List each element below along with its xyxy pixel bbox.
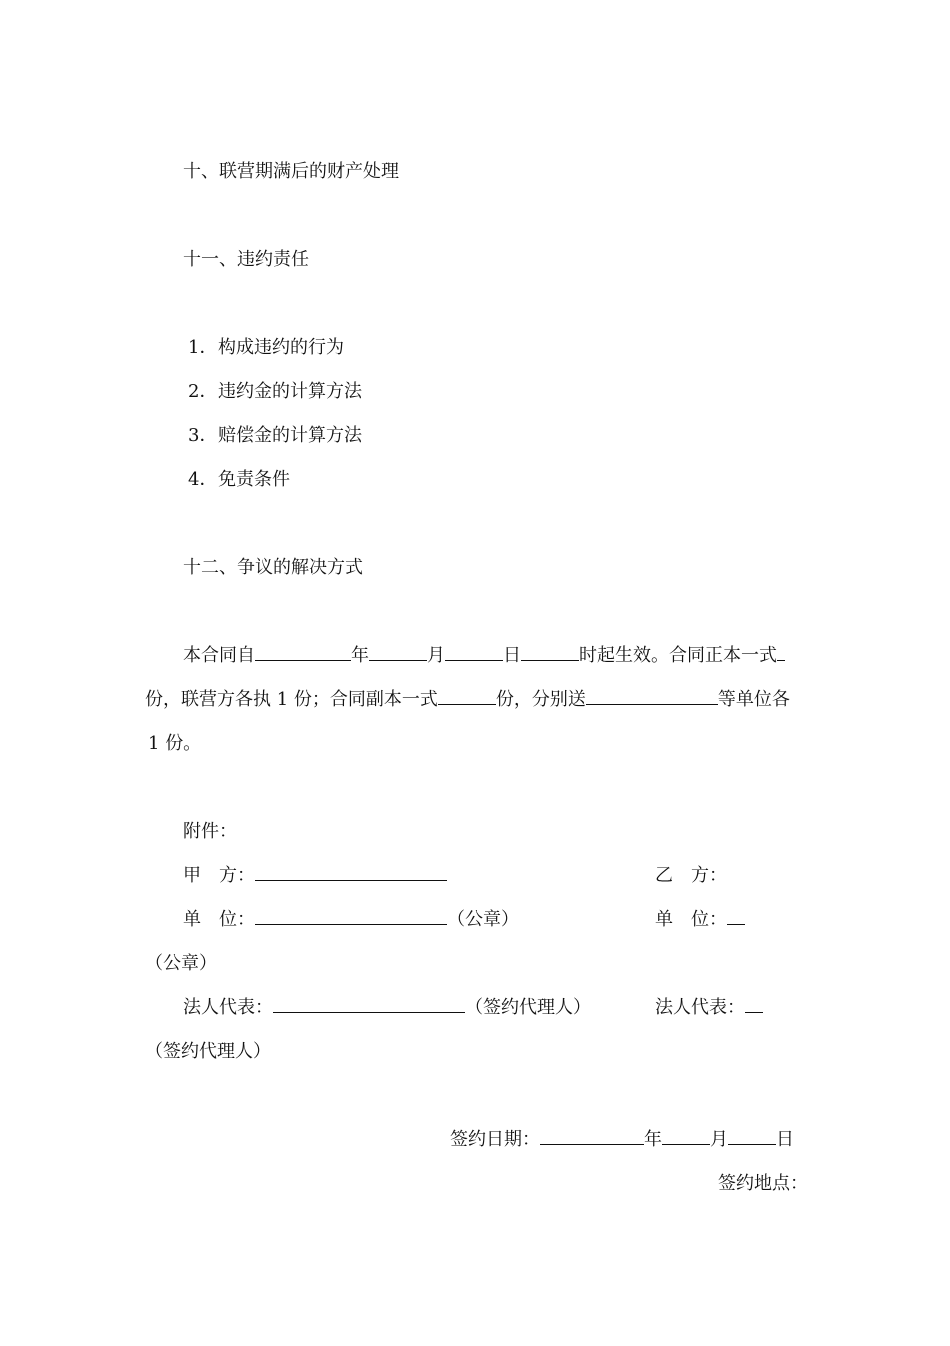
effect-line-2 xyxy=(145,688,790,712)
effect-text: 本合同自 xyxy=(183,645,255,666)
effect-line-1 xyxy=(183,644,785,668)
list-item xyxy=(188,336,344,360)
day-label: 日 xyxy=(503,645,521,666)
attachment-label: 附件： xyxy=(183,821,237,842)
list-item-number: 1． xyxy=(188,337,218,358)
effect-text: 等单位各 xyxy=(717,689,790,710)
blank-field[interactable] xyxy=(445,644,503,661)
effect-text: 时起生效。合同正本一式 xyxy=(579,645,777,666)
effect-text: 份；合同副本一式 xyxy=(293,689,438,710)
effect-text: 份，分别送 xyxy=(495,689,586,710)
effect-text: 份，联营方各执 xyxy=(145,689,271,710)
list-item-text: 构成违约的行为 xyxy=(218,337,344,358)
signing-year-field[interactable] xyxy=(540,1128,644,1145)
party-b-unit-label: 单 位： xyxy=(655,909,727,930)
effect-number: 1 xyxy=(148,733,160,754)
list-item-text: 免责条件 xyxy=(218,469,290,490)
party-a-seal-note: （公章） xyxy=(447,909,519,930)
party-a-label: 甲 方： xyxy=(183,865,255,886)
signing-month-label: 月 xyxy=(710,1129,728,1150)
party-b-rep-field[interactable] xyxy=(745,996,763,1013)
party-b-unit-line xyxy=(655,908,745,932)
party-b-agent-note: （签约代理人） xyxy=(145,1041,271,1062)
section-heading-10: 十、联营期满后的财产处理 xyxy=(183,161,399,182)
effect-number: 1 xyxy=(276,689,289,710)
list-item-number: 2． xyxy=(188,381,218,402)
list-item xyxy=(188,424,362,448)
list-item-text: 违约金的计算方法 xyxy=(218,381,362,402)
signing-place-label: 签约地点： xyxy=(718,1173,808,1194)
effect-line-3 xyxy=(148,732,201,756)
blank-field[interactable] xyxy=(521,644,579,661)
signing-month-field[interactable] xyxy=(662,1128,710,1145)
section-heading-12: 十二、争议的解决方式 xyxy=(183,557,363,578)
signing-day-label: 日 xyxy=(776,1129,794,1150)
blank-field[interactable] xyxy=(369,644,427,661)
party-b-rep-line xyxy=(655,996,763,1020)
party-a-agent-note: （签约代理人） xyxy=(465,997,591,1018)
blank-field[interactable] xyxy=(255,644,351,661)
list-item-text: 赔偿金的计算方法 xyxy=(218,425,362,446)
signing-date-label: 签约日期： xyxy=(450,1129,540,1150)
signing-year-label: 年 xyxy=(644,1129,662,1150)
party-a-rep-label: 法人代表： xyxy=(183,997,273,1018)
party-a-name-field[interactable] xyxy=(255,864,447,881)
party-b-unit-field[interactable] xyxy=(727,908,745,925)
party-a-rep-line xyxy=(183,996,591,1020)
party-a-unit-label: 单 位： xyxy=(183,909,255,930)
blank-field[interactable] xyxy=(438,688,496,705)
party-a-unit-field[interactable] xyxy=(255,908,447,925)
section-heading-11: 十一、违约责任 xyxy=(183,249,309,270)
party-b-label: 乙 方： xyxy=(655,865,727,886)
signing-day-field[interactable] xyxy=(728,1128,776,1145)
party-a-line xyxy=(183,864,447,888)
list-item xyxy=(188,468,290,492)
party-b-seal-note: （公章） xyxy=(145,953,217,974)
party-a-rep-field[interactable] xyxy=(273,996,465,1013)
list-item-number: 3． xyxy=(188,425,218,446)
party-b-rep-label: 法人代表： xyxy=(655,997,745,1018)
signing-date-line xyxy=(450,1128,794,1152)
year-label: 年 xyxy=(351,645,369,666)
effect-text: 份。 xyxy=(165,733,202,754)
blank-field[interactable] xyxy=(777,644,785,661)
party-a-unit-line xyxy=(183,908,519,932)
list-item xyxy=(188,380,362,404)
blank-field[interactable] xyxy=(586,688,718,705)
list-item-number: 4． xyxy=(188,469,218,490)
month-label: 月 xyxy=(427,645,445,666)
